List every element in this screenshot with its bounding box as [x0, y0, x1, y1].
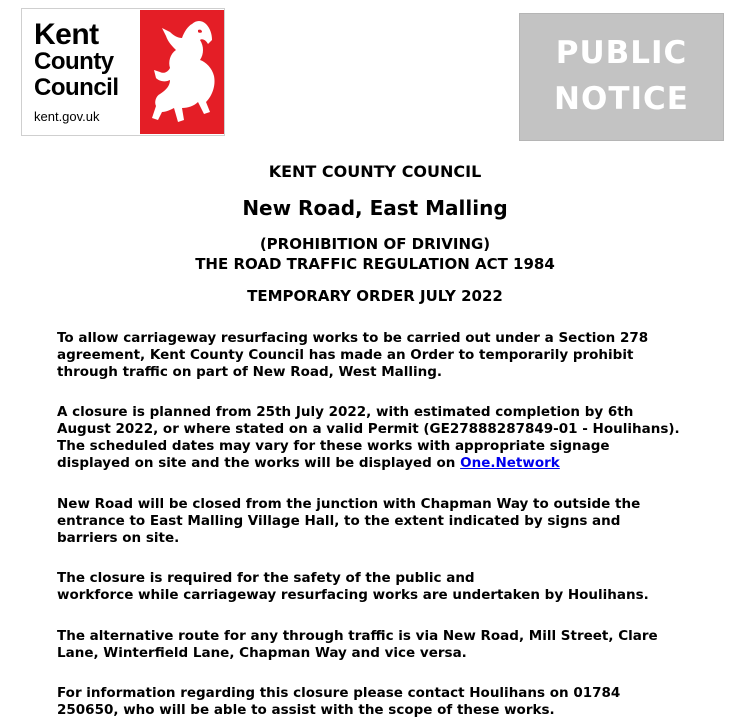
road-title: New Road, East Malling [242, 196, 508, 220]
prohibition-line: (PROHIBITION OF DRIVING) [259, 235, 491, 253]
logo-url: kent.gov.uk [34, 109, 100, 124]
paragraph-line: August 2022, or where stated on a valid Permit (GE27888287849-01 - Houlihans). [57, 421, 680, 437]
paragraph-extent [57, 496, 717, 547]
logo-wordmark [34, 18, 119, 101]
order-date-heading: TEMPORARY ORDER JULY 2022 [247, 287, 503, 305]
logo-line-kent: Kent [34, 18, 99, 51]
public-notice-line-1: PUBLIC [555, 35, 688, 71]
paragraph-dates [57, 404, 717, 472]
paragraph-line: Lane, Winterfield Lane, Chapman Way and vice versa. [57, 645, 467, 661]
paragraph-reason [57, 570, 717, 604]
paragraph-line-with-link [57, 455, 717, 472]
paragraph-line: workforce while carriageway resurfacing works are undertaken by Houlihans. [57, 587, 649, 603]
paragraph-line: The scheduled dates may vary for these works with appropriate signage [57, 438, 610, 454]
logo-red-panel [140, 10, 224, 134]
logo-line-council: Council [34, 74, 119, 101]
logo-line-county: County [34, 48, 114, 75]
paragraph-line: through traffic on part of New Road, West Malling. [57, 364, 443, 380]
paragraph-line: The alternative route for any through traffic is via New Road, Mill Street, Clare [57, 628, 658, 644]
paragraph-line: To allow carriageway resurfacing works to be carried out under a Section 278 [57, 330, 649, 346]
white-horse-icon [140, 10, 224, 134]
paragraph-line: A closure is planned from 25th July 2022, with estimated completion by 6th [57, 404, 634, 420]
act-line: THE ROAD TRAFFIC REGULATION ACT 1984 [195, 255, 555, 273]
paragraph-line: barriers on site. [57, 530, 180, 546]
paragraph-line: 250650, who will be able to assist with the scope of these works. [57, 702, 555, 718]
paragraph-alternative-route [57, 628, 717, 662]
paragraph-line: agreement, Kent County Council has made an Order to temporarily prohibit [57, 347, 634, 363]
public-notice-line-2: NOTICE [554, 81, 689, 117]
paragraph-line: entrance to East Malling Village Hall, to the extent indicated by signs and [57, 513, 621, 529]
paragraph-line: The closure is required for the safety of the public and [57, 570, 475, 586]
kent-county-council-logo [21, 8, 225, 136]
order-subtitle [0, 234, 750, 274]
paragraph-line: For information regarding this closure please contact Houlihans on 01784 [57, 685, 621, 701]
paragraph-text: displayed on site and the works will be displayed on [57, 455, 461, 471]
paragraph-line: New Road will be closed from the junction with Chapman Way to outside the [57, 496, 641, 512]
paragraph-contact [57, 685, 717, 719]
authority-heading: KENT COUNTY COUNCIL [268, 162, 482, 181]
paragraph-purpose [57, 330, 717, 381]
one-network-link[interactable]: One.Network [460, 455, 560, 471]
public-notice-badge [519, 13, 724, 141]
